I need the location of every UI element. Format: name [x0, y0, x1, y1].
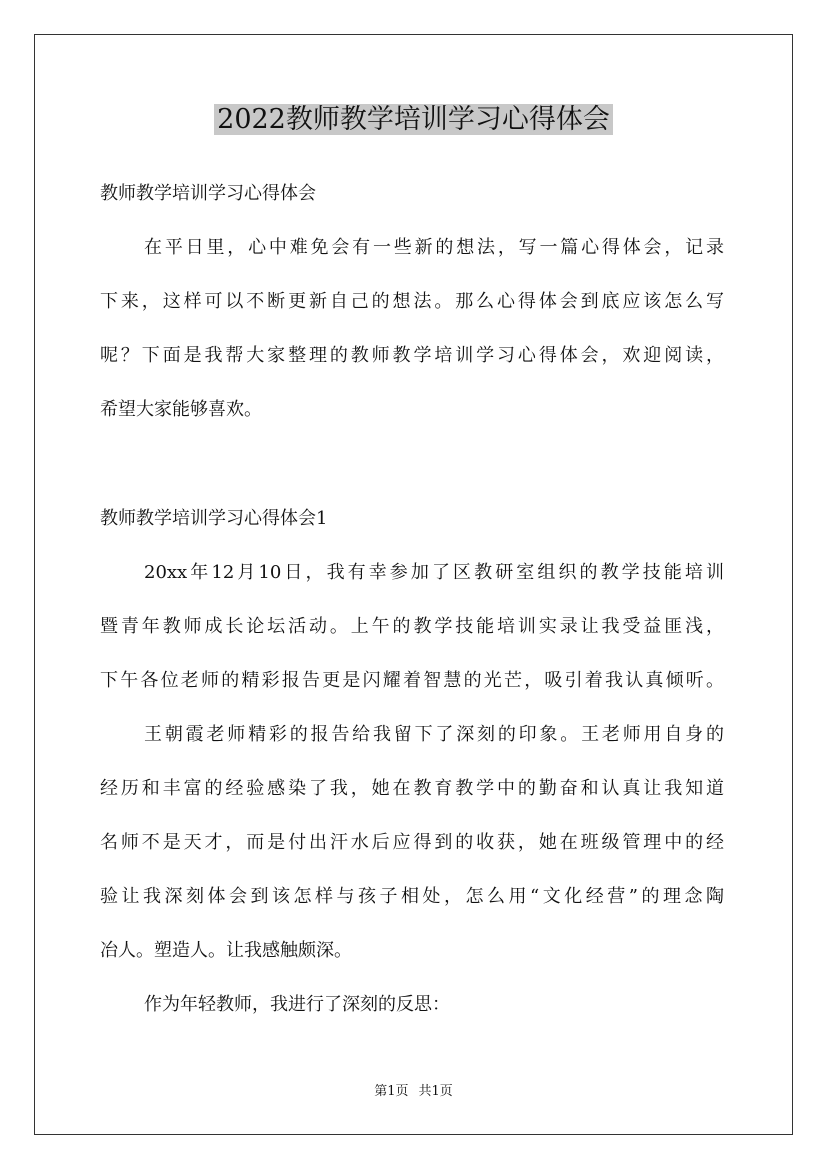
page-total: 共1页: [418, 1084, 453, 1099]
document-title: 2022教师教学培训学习心得体会: [0, 98, 827, 142]
paragraph-line: 暨青年教师成长论坛活动。上午的教学技能培训实录让我受益匪浅，: [100, 616, 724, 637]
page-footer: [0, 1083, 827, 1101]
paragraph-line: 作为年轻教师，我进行了深刻的反思：: [144, 994, 450, 1015]
paragraph-line: 20xx年12月10日，我有幸参加了区教研室组织的教学技能培训: [144, 562, 724, 583]
intro-line: 下来，这样可以不断更新自己的想法。那么心得体会到底应该怎么写: [100, 291, 724, 312]
page-number: 第1页: [374, 1084, 409, 1099]
paragraph-line: 验让我深刻体会到该怎样与孩子相处，怎么用“文化经营”的理念陶: [100, 886, 724, 907]
intro-line: 呢？下面是我帮大家整理的教师教学培训学习心得体会，欢迎阅读，: [100, 345, 724, 366]
paragraph-line: 经历和丰富的经验感染了我，她在教育教学中的勤奋和认真让我知道: [100, 778, 724, 799]
paragraph-line: 名师不是天才，而是付出汗水后应得到的收获，她在班级管理中的经: [100, 832, 724, 853]
intro-line: 在平日里，心中难免会有一些新的想法，写一篇心得体会，记录: [144, 237, 724, 258]
paragraph-line: 冶人。塑造人。让我感触颇深。: [100, 940, 352, 961]
intro-line: 希望大家能够喜欢。: [100, 399, 262, 420]
paragraph-line: 下午各位老师的精彩报告更是闪耀着智慧的光芒，吸引着我认真倾听。: [100, 670, 724, 691]
section-heading: 教师教学培训学习心得体会1: [100, 508, 328, 529]
paragraph-line: 王朝霞老师精彩的报告给我留下了深刻的印象。王老师用自身的: [144, 724, 724, 745]
subtitle: 教师教学培训学习心得体会: [100, 183, 316, 204]
